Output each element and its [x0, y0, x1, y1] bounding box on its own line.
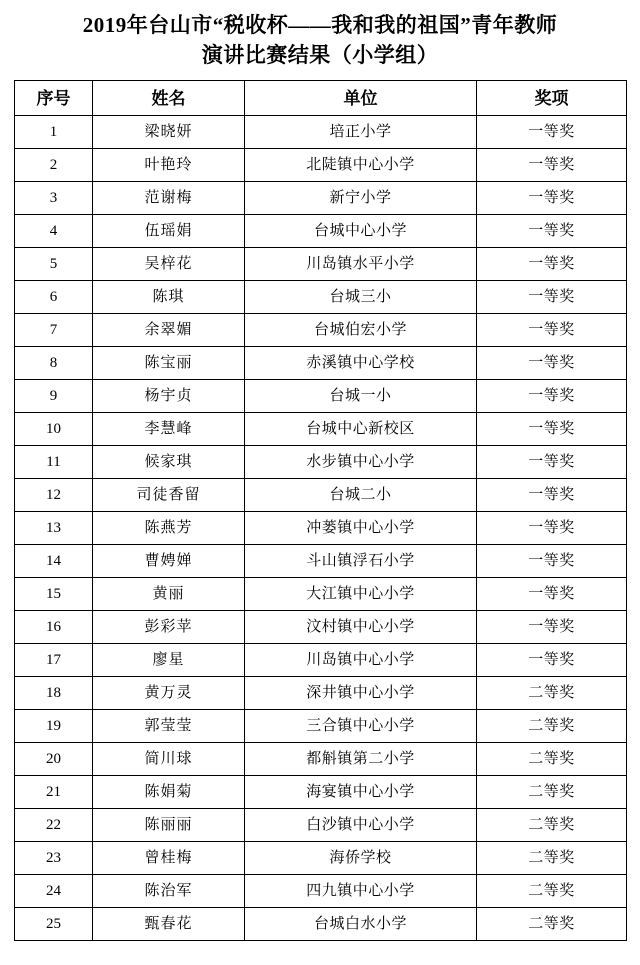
page-title-line1: 2019年台山市“税收杯——我和我的祖国”青年教师 [82, 13, 558, 37]
cell-award: 一等奖 [477, 446, 627, 479]
table-row [15, 809, 627, 842]
cell-name: 陈娟菊 [93, 776, 245, 809]
cell-award: 一等奖 [477, 281, 627, 314]
cell-unit: 台城二小 [245, 479, 477, 512]
cell-index: 21 [15, 776, 93, 809]
cell-index: 2 [15, 149, 93, 182]
cell-unit: 台城中心小学 [245, 215, 477, 248]
cell-index: 16 [15, 611, 93, 644]
cell-award: 一等奖 [477, 512, 627, 545]
cell-award: 二等奖 [477, 776, 627, 809]
cell-award: 二等奖 [477, 710, 627, 743]
cell-unit: 台城一小 [245, 380, 477, 413]
cell-unit: 川岛镇水平小学 [245, 248, 477, 281]
cell-award: 二等奖 [477, 908, 627, 941]
cell-name: 黄万灵 [93, 677, 245, 710]
cell-unit: 台城伯宏小学 [245, 314, 477, 347]
cell-award: 一等奖 [477, 149, 627, 182]
table-row [15, 215, 627, 248]
cell-index: 17 [15, 644, 93, 677]
cell-index: 6 [15, 281, 93, 314]
cell-award: 一等奖 [477, 248, 627, 281]
cell-index: 7 [15, 314, 93, 347]
cell-unit: 大江镇中心小学 [245, 578, 477, 611]
column-header-award: 奖项 [477, 81, 627, 116]
cell-name: 杨宇贞 [93, 380, 245, 413]
cell-award: 一等奖 [477, 314, 627, 347]
table-row [15, 710, 627, 743]
table-row [15, 281, 627, 314]
cell-index: 14 [15, 545, 93, 578]
table-row [15, 380, 627, 413]
cell-index: 19 [15, 710, 93, 743]
cell-name: 曾桂梅 [93, 842, 245, 875]
cell-index: 4 [15, 215, 93, 248]
table-row [15, 512, 627, 545]
cell-name: 简川球 [93, 743, 245, 776]
cell-award: 一等奖 [477, 116, 627, 149]
cell-award: 一等奖 [477, 182, 627, 215]
table-body [15, 116, 627, 941]
cell-unit: 台城中心新校区 [245, 413, 477, 446]
table-row [15, 446, 627, 479]
column-header-unit: 单位 [245, 81, 477, 116]
cell-index: 1 [15, 116, 93, 149]
cell-unit: 赤溪镇中心学校 [245, 347, 477, 380]
cell-name: 叶艳玲 [93, 149, 245, 182]
table-row [15, 347, 627, 380]
cell-name: 梁晓妍 [93, 116, 245, 149]
cell-index: 24 [15, 875, 93, 908]
cell-award: 一等奖 [477, 578, 627, 611]
cell-name: 陈丽丽 [93, 809, 245, 842]
cell-unit: 都斛镇第二小学 [245, 743, 477, 776]
table-row [15, 677, 627, 710]
cell-award: 二等奖 [477, 842, 627, 875]
cell-award: 二等奖 [477, 875, 627, 908]
cell-award: 一等奖 [477, 380, 627, 413]
table-row [15, 875, 627, 908]
cell-index: 13 [15, 512, 93, 545]
cell-name: 范谢梅 [93, 182, 245, 215]
cell-unit: 台城三小 [245, 281, 477, 314]
cell-award: 一等奖 [477, 347, 627, 380]
cell-unit: 冲蒌镇中心小学 [245, 512, 477, 545]
cell-name: 陈治军 [93, 875, 245, 908]
table-row [15, 644, 627, 677]
table-row [15, 116, 627, 149]
cell-name: 郭莹莹 [93, 710, 245, 743]
table-row [15, 314, 627, 347]
cell-award: 一等奖 [477, 611, 627, 644]
cell-index: 5 [15, 248, 93, 281]
cell-award: 一等奖 [477, 215, 627, 248]
cell-name: 李慧峰 [93, 413, 245, 446]
table-row [15, 248, 627, 281]
cell-index: 3 [15, 182, 93, 215]
table-row [15, 611, 627, 644]
cell-unit: 海侨学校 [245, 842, 477, 875]
cell-unit: 三合镇中心小学 [245, 710, 477, 743]
cell-name: 司徒香留 [93, 479, 245, 512]
cell-index: 8 [15, 347, 93, 380]
cell-name: 吴梓花 [93, 248, 245, 281]
cell-name: 陈宝丽 [93, 347, 245, 380]
cell-name: 伍瑶娟 [93, 215, 245, 248]
table-row [15, 842, 627, 875]
cell-name: 甄春花 [93, 908, 245, 941]
cell-name: 廖星 [93, 644, 245, 677]
cell-unit: 水步镇中心小学 [245, 446, 477, 479]
cell-award: 一等奖 [477, 644, 627, 677]
cell-unit: 培正小学 [245, 116, 477, 149]
table-row [15, 776, 627, 809]
cell-index: 18 [15, 677, 93, 710]
cell-unit: 四九镇中心小学 [245, 875, 477, 908]
cell-unit: 台城白水小学 [245, 908, 477, 941]
table-header-row [15, 81, 627, 116]
cell-unit: 深井镇中心小学 [245, 677, 477, 710]
table-header [15, 81, 627, 116]
cell-award: 一等奖 [477, 413, 627, 446]
cell-award: 一等奖 [477, 479, 627, 512]
cell-name: 候家琪 [93, 446, 245, 479]
cell-name: 曹娉婵 [93, 545, 245, 578]
cell-index: 25 [15, 908, 93, 941]
cell-index: 22 [15, 809, 93, 842]
cell-award: 二等奖 [477, 743, 627, 776]
cell-name: 余翠媚 [93, 314, 245, 347]
table-row [15, 182, 627, 215]
cell-index: 23 [15, 842, 93, 875]
column-header-index: 序号 [15, 81, 93, 116]
cell-unit: 斗山镇浮石小学 [245, 545, 477, 578]
table-row [15, 413, 627, 446]
results-table [14, 80, 627, 941]
cell-unit: 汶村镇中心小学 [245, 611, 477, 644]
cell-name: 黄丽 [93, 578, 245, 611]
table-row [15, 545, 627, 578]
cell-unit: 海宴镇中心小学 [245, 776, 477, 809]
cell-unit: 白沙镇中心小学 [245, 809, 477, 842]
page-title-line2: 演讲比赛结果（小学组） [201, 43, 439, 67]
cell-award: 二等奖 [477, 677, 627, 710]
cell-index: 12 [15, 479, 93, 512]
table-row [15, 149, 627, 182]
cell-award: 一等奖 [477, 545, 627, 578]
cell-index: 15 [15, 578, 93, 611]
cell-index: 9 [15, 380, 93, 413]
cell-name: 陈燕芳 [93, 512, 245, 545]
cell-index: 20 [15, 743, 93, 776]
cell-unit: 川岛镇中心小学 [245, 644, 477, 677]
page-title [14, 10, 626, 70]
cell-award: 二等奖 [477, 809, 627, 842]
cell-index: 10 [15, 413, 93, 446]
cell-name: 彭彩苹 [93, 611, 245, 644]
table-row [15, 743, 627, 776]
cell-index: 11 [15, 446, 93, 479]
table-row [15, 908, 627, 941]
cell-unit: 新宁小学 [245, 182, 477, 215]
cell-unit: 北陡镇中心小学 [245, 149, 477, 182]
column-header-name: 姓名 [93, 81, 245, 116]
table-row [15, 479, 627, 512]
table-row [15, 578, 627, 611]
cell-name: 陈琪 [93, 281, 245, 314]
